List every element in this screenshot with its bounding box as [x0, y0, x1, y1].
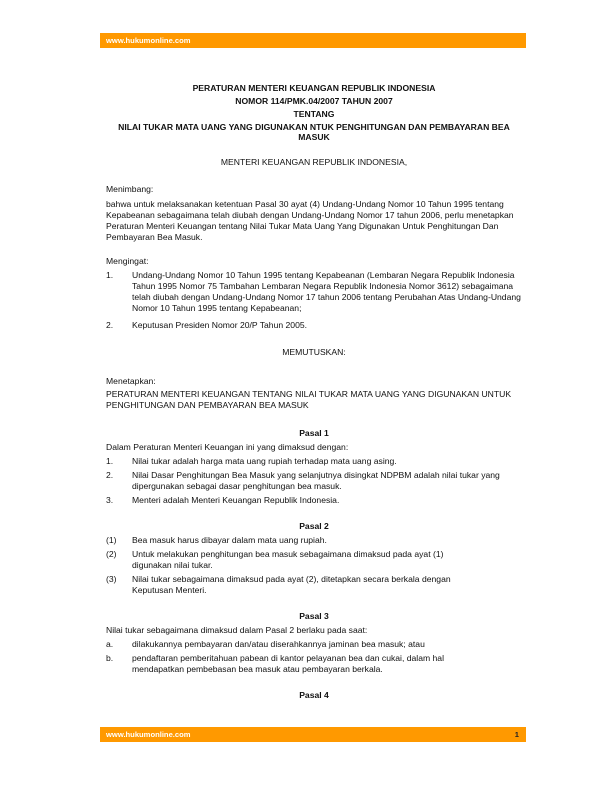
- item-number: (1): [106, 535, 117, 545]
- pasal-heading: Pasal 1: [299, 428, 329, 438]
- item-text: Keputusan Presiden Nomor 20/P Tahun 2005.: [132, 320, 308, 330]
- list-item: [106, 653, 522, 675]
- item-text: Untuk melakukan penghitungan bea masuk sebagaimana dimaksud pada ayat (1) digunakan nilai tukar.: [132, 549, 444, 570]
- item-text: dilakukannya pembayaran dan/atau diserahkannya jaminan bea masuk; atau: [132, 639, 425, 649]
- menimbang-text: bahwa untuk melaksanakan ketentuan Pasal 30 ayat (4) Undang-Undang Nomor 10 Tahun 1995 tentang Kepabeanan sebagaimana telah diubah dengan Undang-Undang Nomor 17 tahun 2006, perlu menetapkan Peraturan Menteri Keuangan tentang Nilai Tukar Mata Uang Yang Digunakan Untuk Penghitungan Dan Pembayaran Bea Masuk.: [106, 199, 514, 242]
- item-number: b.: [106, 653, 114, 663]
- pasal-heading: Pasal 3: [299, 611, 329, 621]
- title-line-4: NILAI TUKAR MATA UANG YANG DIGUNAKAN NTUK PENGHITUNGAN DAN PEMBAYARAN BEA MASUK: [118, 122, 510, 142]
- pasal-intro: Dalam Peraturan Menteri Keuangan ini yang dimaksud dengan:: [106, 442, 349, 452]
- item-text: Undang-Undang Nomor 10 Tahun 1995 tentang Kepabeanan (Lembaran Negara Republik Indonesia Tahun 1995 Nomor 75 Tambahan Lembaran Negara Republik Indonesia Nomor 3612) sebagaimana telah diubah dengan Undang-Undang Nomor 17 tahun 2006 tentang Perubahan Atas Undang-Undang Nomor 10 Tahun 1995 tentang Kepabeanan;: [132, 270, 521, 313]
- footer-bar: [100, 727, 526, 742]
- header-bar: [100, 33, 526, 48]
- title-line-3: TENTANG: [293, 109, 335, 119]
- item-number: 2.: [106, 320, 114, 330]
- item-number: 3.: [106, 495, 114, 505]
- pasal-intro: Nilai tukar sebagaimana dimaksud dalam Pasal 2 berlaku pada saat:: [106, 625, 368, 635]
- pasal-3: [106, 611, 522, 678]
- list-item: [106, 549, 522, 571]
- pasal-1: [106, 428, 522, 509]
- list-item: [106, 495, 522, 506]
- item-number: 1.: [106, 456, 114, 466]
- list-item: [106, 535, 522, 546]
- item-text: pendaftaran pemberitahuan pabean di kantor pelayanan bea dan cukai, dalam hal mendapatkan pembebasan bea masuk atau pembayaran berkala.: [132, 653, 444, 674]
- item-text: Nilai tukar adalah harga mata uang rupiah terhadap mata uang asing.: [132, 456, 397, 466]
- item-number: 1.: [106, 270, 114, 280]
- menetapkan-text: PERATURAN MENTERI KEUANGAN TENTANG NILAI TUKAR MATA UANG YANG DIGUNAKAN UNTUK PENGHITUNGAN DAN PEMBAYARAN BEA MASUK: [106, 389, 512, 410]
- pasal-2: [106, 521, 522, 599]
- item-number: (2): [106, 549, 117, 559]
- menimbang-label: Menimbang:: [106, 184, 154, 194]
- list-item: [106, 639, 522, 650]
- item-text: Menteri adalah Menteri Keuangan Republik Indonesia.: [132, 495, 340, 505]
- title-line-2: NOMOR 114/PMK.04/2007 TAHUN 2007: [235, 96, 393, 106]
- mengingat-section: [106, 256, 522, 334]
- header-site-link[interactable]: www.hukumonline.com: [106, 36, 191, 45]
- list-item: [106, 456, 522, 467]
- item-text: Nilai Dasar Penghitungan Bea Masuk yang selanjutnya disingkat NDPBM adalah nilai tukar yang dipergunakan sebagai dasar penghitungan bea masuk.: [132, 470, 500, 491]
- list-item: [106, 270, 522, 314]
- menimbang-section: [106, 184, 522, 243]
- pasal-heading: Pasal 2: [299, 521, 329, 531]
- list-item: [106, 470, 522, 492]
- item-number: 2.: [106, 470, 114, 480]
- page-number: 1: [514, 730, 519, 739]
- menetapkan-label: Menetapkan:: [106, 376, 156, 386]
- list-item: [106, 320, 522, 331]
- memutuskan: MEMUTUSKAN:: [282, 347, 346, 357]
- mengingat-label: Mengingat:: [106, 256, 149, 266]
- item-number: (3): [106, 574, 117, 584]
- footer-site-link[interactable]: www.hukumonline.com: [106, 730, 191, 739]
- menetapkan-section: [106, 376, 522, 411]
- title-line-1: PERATURAN MENTERI KEUANGAN REPUBLIK INDONESIA: [192, 83, 436, 93]
- list-item: [106, 574, 522, 596]
- document-title: [106, 83, 522, 142]
- item-text: Nilai tukar sebagaimana dimaksud pada ayat (2), ditetapkan secara berkala dengan Keputusan Menteri.: [132, 574, 451, 595]
- issuer: MENTERI KEUANGAN REPUBLIK INDONESIA,: [220, 157, 408, 167]
- pasal-4-heading: Pasal 4: [299, 690, 329, 700]
- item-number: a.: [106, 639, 114, 649]
- item-text: Bea masuk harus dibayar dalam mata uang rupiah.: [132, 535, 327, 545]
